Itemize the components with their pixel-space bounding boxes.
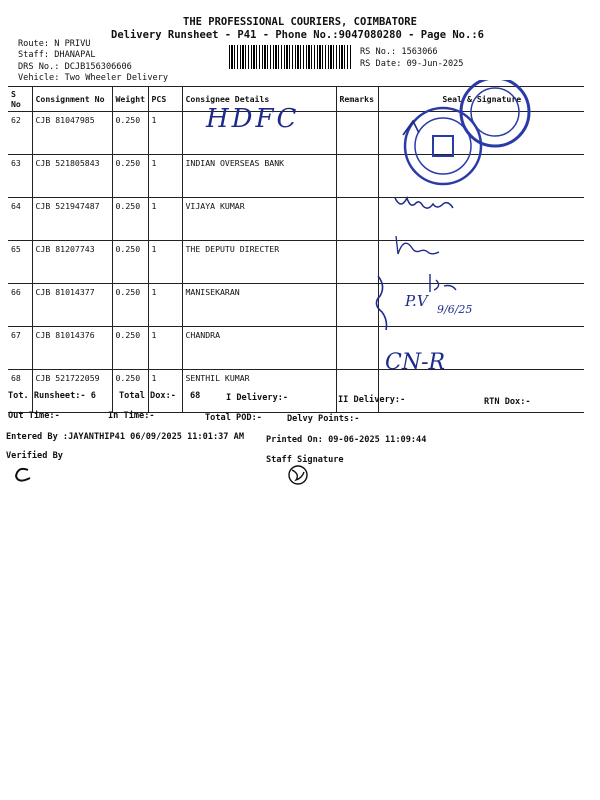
col-pcs: PCS xyxy=(148,87,182,112)
col-seal-signature: Seal & Signature xyxy=(378,87,584,112)
cell-consignee: MANISEKARAN xyxy=(182,284,336,327)
cell-remarks xyxy=(336,112,378,155)
stamp-logo xyxy=(433,136,453,156)
runsheet-subtitle: Delivery Runsheet - P41 - Phone No.:9047080280 - Page No.:6 xyxy=(111,29,484,41)
tot-runsheet: Tot. Runsheet:- 6 xyxy=(8,391,96,401)
cell-pcs: 1 xyxy=(148,370,182,413)
total-dox-value: 68 xyxy=(190,391,201,401)
out-time: Out Time:- xyxy=(8,411,60,421)
rtn-dox: RTN Dox:- xyxy=(484,397,531,407)
cell-weight: 0.250 xyxy=(112,112,148,155)
cell-consignment: CJB 81014377 xyxy=(32,284,112,327)
staff-label: Staff: DHANAPAL xyxy=(18,50,96,60)
cell-pcs: 1 xyxy=(148,155,182,198)
stamp-inner-ring-right xyxy=(471,88,519,136)
handwritten-hdfc: HDFC xyxy=(206,104,300,134)
col-consignee: Consignee Details xyxy=(182,87,336,112)
rs-date: RS Date: 09-Jun-2025 xyxy=(360,59,464,69)
cell-consignment: CJB 521722059 xyxy=(32,370,112,413)
signature-row-65 xyxy=(392,234,452,258)
cell-consignment: CJB 81047985 xyxy=(32,112,112,155)
drs-label: DRS No.: DCJB156306606 xyxy=(18,62,132,72)
cell-weight: 0.250 xyxy=(112,284,148,327)
total-dox-label: Total Dox:- xyxy=(119,391,176,401)
cell-weight: 0.250 xyxy=(112,370,148,413)
cell-pcs: 1 xyxy=(148,327,182,370)
company-title: THE PROFESSIONAL COURIERS, COIMBATORE xyxy=(183,16,417,28)
delvy-points: Delvy Points:- xyxy=(287,414,360,424)
cell-pcs: 1 xyxy=(148,112,182,155)
cell-consignment: CJB 81207743 xyxy=(32,241,112,284)
cell-sno: 66 xyxy=(8,284,32,327)
cell-consignment: CJB 521947487 xyxy=(32,198,112,241)
cell-pcs: 1 xyxy=(148,241,182,284)
printed-on: Printed On: 09-06-2025 11:09:44 xyxy=(266,435,427,445)
cell-pcs: 1 xyxy=(148,198,182,241)
cell-consignee: SENTHIL KUMAR xyxy=(182,370,336,413)
stamp-scribble xyxy=(403,121,419,135)
col-sno: S No xyxy=(8,87,32,112)
in-time: In Time:- xyxy=(108,411,155,421)
vehicle-label: Vehicle: Two Wheeler Delivery xyxy=(18,73,169,83)
cell-signature xyxy=(378,370,584,413)
cell-consignee: CHANDRA xyxy=(182,327,336,370)
i-delivery: I Delivery:- xyxy=(226,393,289,403)
cell-consignee: INDIAN OVERSEAS BANK xyxy=(182,155,336,198)
entered-by: Entered By :JAYANTHIP41 06/09/2025 11:01:37 AM xyxy=(6,432,244,442)
handwritten-cnr: CN-R xyxy=(385,350,446,375)
col-weight: Weight xyxy=(112,87,148,112)
cell-consignee: VIJAYA KUMAR xyxy=(182,198,336,241)
cell-pcs: 1 xyxy=(148,284,182,327)
cell-weight: 0.250 xyxy=(112,155,148,198)
ii-delivery: II Delivery:- xyxy=(338,395,406,405)
staff-signature-label: Staff Signature xyxy=(266,455,344,465)
cell-weight: 0.250 xyxy=(112,198,148,241)
stamp-outer-ring-left xyxy=(405,108,481,184)
bank-stamp xyxy=(395,80,545,200)
col-remarks: Remarks xyxy=(336,87,378,112)
route-label: Route: N PRIVU xyxy=(18,39,91,49)
total-pod: Total POD:- xyxy=(205,413,262,423)
signature-row-64 xyxy=(392,190,472,215)
cell-remarks xyxy=(336,370,378,413)
cell-sno: 64 xyxy=(8,198,32,241)
cell-sno: 65 xyxy=(8,241,32,284)
handwritten-date: 9/6/25 xyxy=(437,303,473,316)
cell-sno: 68 xyxy=(8,370,32,413)
table-row xyxy=(8,198,584,241)
cell-consignee: THE DEPUTU DIRECTER xyxy=(182,241,336,284)
staff-signature-mark xyxy=(285,462,311,488)
col-consignment: Consignment No xyxy=(32,87,112,112)
cell-sno: 63 xyxy=(8,155,32,198)
cell-consignment: CJB 81014376 xyxy=(32,327,112,370)
cell-weight: 0.250 xyxy=(112,241,148,284)
cell-sno: 62 xyxy=(8,112,32,155)
cell-consignment: CJB 521805843 xyxy=(32,155,112,198)
rs-number: RS No.: 1563066 xyxy=(360,47,438,57)
cell-remarks xyxy=(336,155,378,198)
cell-remarks xyxy=(336,198,378,241)
verified-by: Verified By xyxy=(6,451,63,461)
handwritten-pv: P.V xyxy=(405,292,428,310)
barcode xyxy=(229,45,352,69)
cell-sno: 67 xyxy=(8,327,32,370)
cell-weight: 0.250 xyxy=(112,327,148,370)
verifier-signature xyxy=(10,464,40,484)
